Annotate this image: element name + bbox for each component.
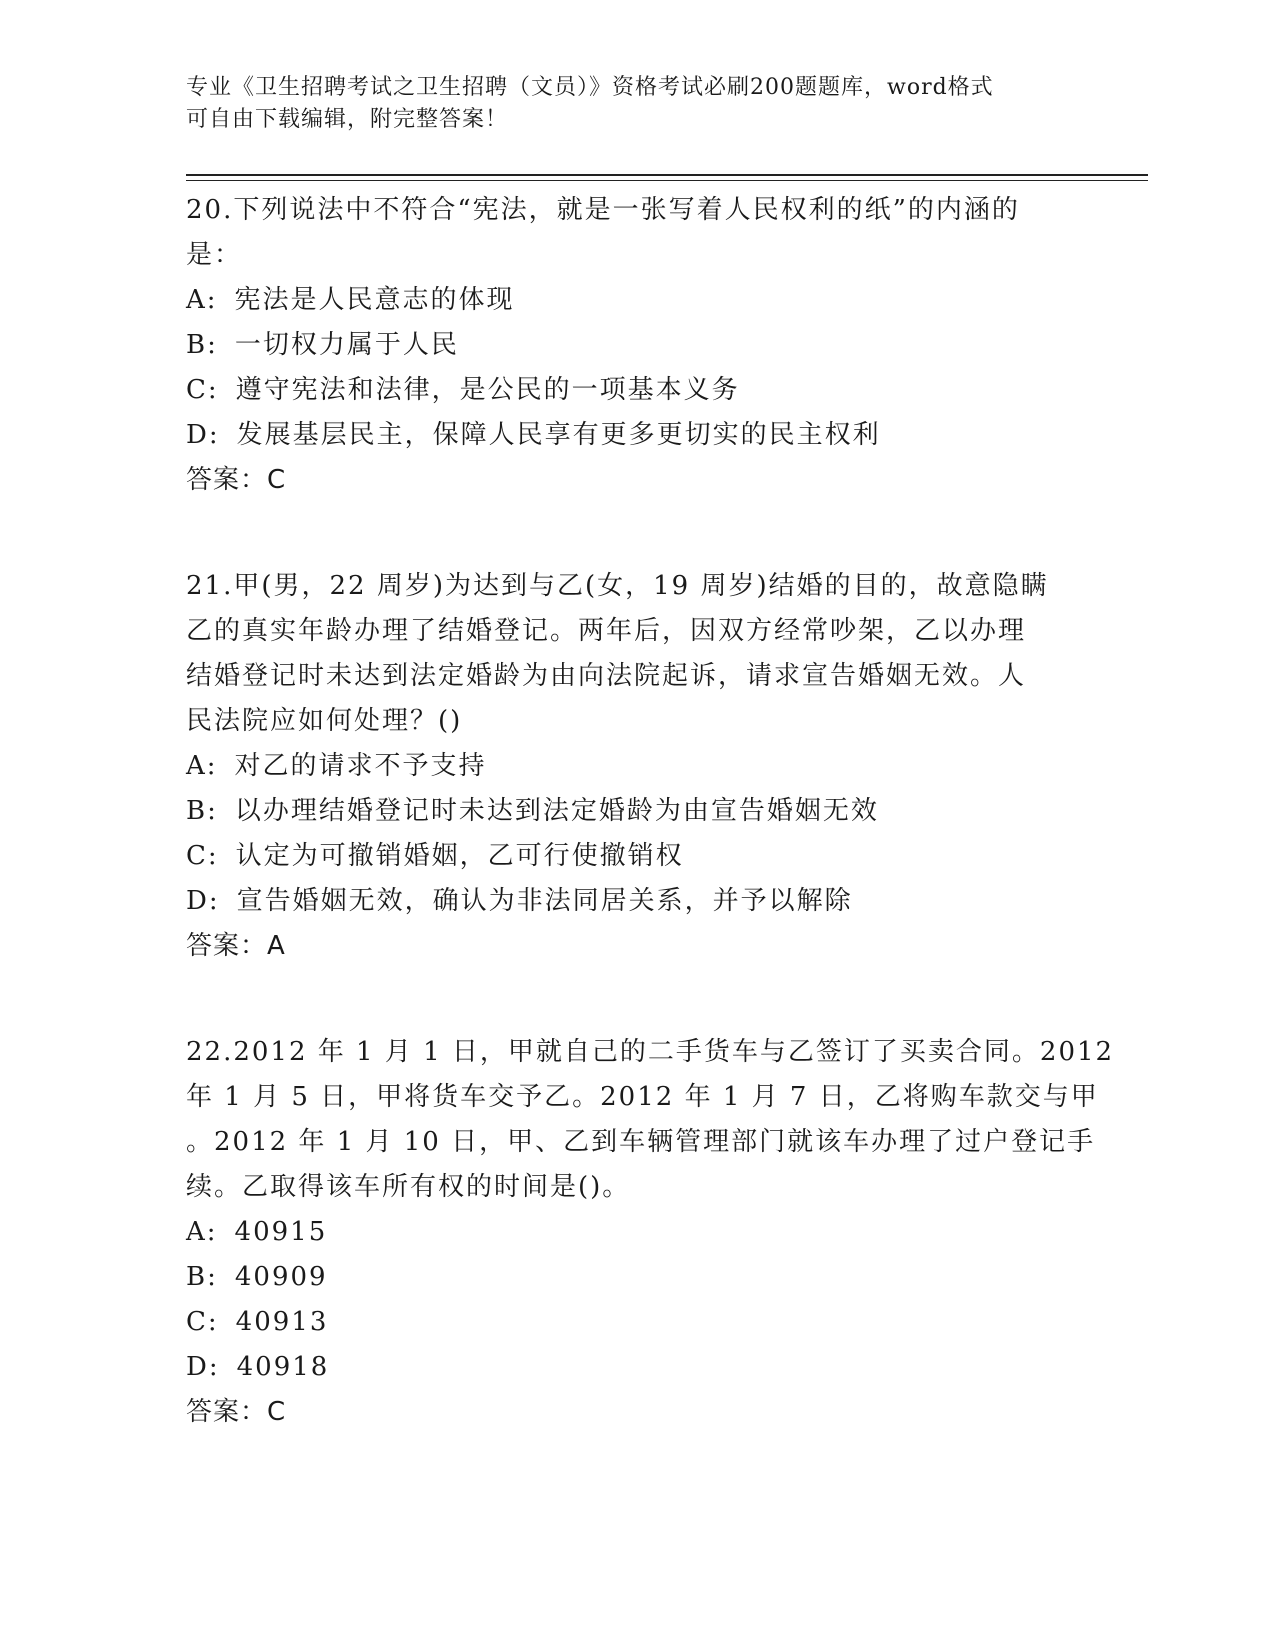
question-list	[186, 188, 1115, 1496]
option-text: 认定为可撤销婚姻，乙可行使撤销权	[235, 841, 684, 871]
stem-line: 是：	[186, 240, 243, 270]
header-line: 专业《卫生招聘考试之卫生招聘（文员）》资格考试必刷200题题库，word格式	[186, 75, 994, 100]
option-key: B:	[186, 330, 218, 360]
stem-line: 21.甲(男，22 周岁)为达到与乙(女，19 周岁)结婚的目的，故意隐瞒	[186, 571, 1049, 601]
stem-line: 20.下列说法中不符合“宪法，就是一张写着人民权利的纸”的内涵的	[186, 195, 1020, 225]
option-key: D:	[186, 886, 220, 916]
option-b	[186, 1255, 1076, 1300]
option-a	[186, 1210, 1076, 1255]
document-header	[186, 72, 1066, 136]
option-text: 40915	[234, 1217, 328, 1247]
option-text: 对乙的请求不予支持	[234, 751, 487, 781]
question-22	[186, 1030, 1115, 1435]
header-divider	[186, 180, 1148, 181]
option-key: C:	[186, 841, 219, 871]
option-key: C:	[186, 1307, 219, 1337]
question-20	[186, 188, 1076, 503]
option-key: D:	[186, 420, 220, 450]
question-stem	[186, 1030, 1115, 1210]
option-text: 遵守宪法和法律，是公民的一项基本义务	[235, 375, 740, 405]
option-text: 40909	[234, 1262, 328, 1292]
option-c	[186, 1300, 1076, 1345]
option-a	[186, 744, 1076, 789]
question-21	[186, 564, 1076, 969]
option-key: B:	[186, 796, 218, 826]
option-text: 40918	[236, 1352, 330, 1382]
option-c	[186, 368, 1076, 413]
stem-line: 民法院应如何处理？()	[186, 706, 463, 736]
option-d	[186, 1345, 1076, 1390]
option-text: 发展基层民主，保障人民享有更多更切实的民主权利	[236, 420, 881, 450]
option-text: 40913	[235, 1307, 329, 1337]
option-d	[186, 413, 1076, 458]
option-d	[186, 879, 1076, 924]
stem-line: 22.2012 年 1 月 1 日，甲就自己的二手货车与乙签订了买卖合同。2012	[186, 1037, 1115, 1067]
stem-line: 乙的真实年龄办理了结婚登记。两年后，因双方经常吵架，乙以办理	[186, 616, 1027, 646]
stem-line: 续。乙取得该车所有权的时间是()。	[186, 1172, 631, 1202]
answer-line: 答案：A	[186, 931, 286, 961]
option-c	[186, 834, 1076, 879]
option-key: A:	[186, 1217, 218, 1247]
option-text: 以办理结婚登记时未达到法定婚龄为由宣告婚姻无效	[234, 796, 879, 826]
option-key: A:	[186, 751, 218, 781]
option-text: 一切权力属于人民	[234, 330, 459, 360]
stem-line: 。2012 年 1 月 10 日，甲、乙到车辆管理部门就该车办理了过户登记手	[186, 1127, 1096, 1157]
option-key: A:	[186, 285, 218, 315]
stem-line: 年 1 月 5 日，甲将货车交予乙。2012 年 1 月 7 日，乙将购车款交与甲	[186, 1082, 1099, 1112]
option-key: D:	[186, 1352, 220, 1382]
header-divider	[186, 174, 1148, 176]
answer-line: 答案：C	[186, 1397, 287, 1427]
stem-line: 结婚登记时未达到法定婚龄为由向法院起诉，请求宣告婚姻无效。人	[186, 661, 1027, 691]
option-a	[186, 278, 1076, 323]
answer-line: 答案：C	[186, 465, 287, 495]
option-text: 宪法是人民意志的体现	[234, 285, 515, 315]
option-b	[186, 323, 1076, 368]
option-text: 宣告婚姻无效，确认为非法同居关系，并予以解除	[236, 886, 853, 916]
question-stem	[186, 564, 1076, 744]
option-key: B:	[186, 1262, 218, 1292]
option-key: C:	[186, 375, 219, 405]
question-stem	[186, 188, 1076, 278]
option-b	[186, 789, 1076, 834]
header-line: 可自由下载编辑，附完整答案！	[186, 107, 509, 132]
